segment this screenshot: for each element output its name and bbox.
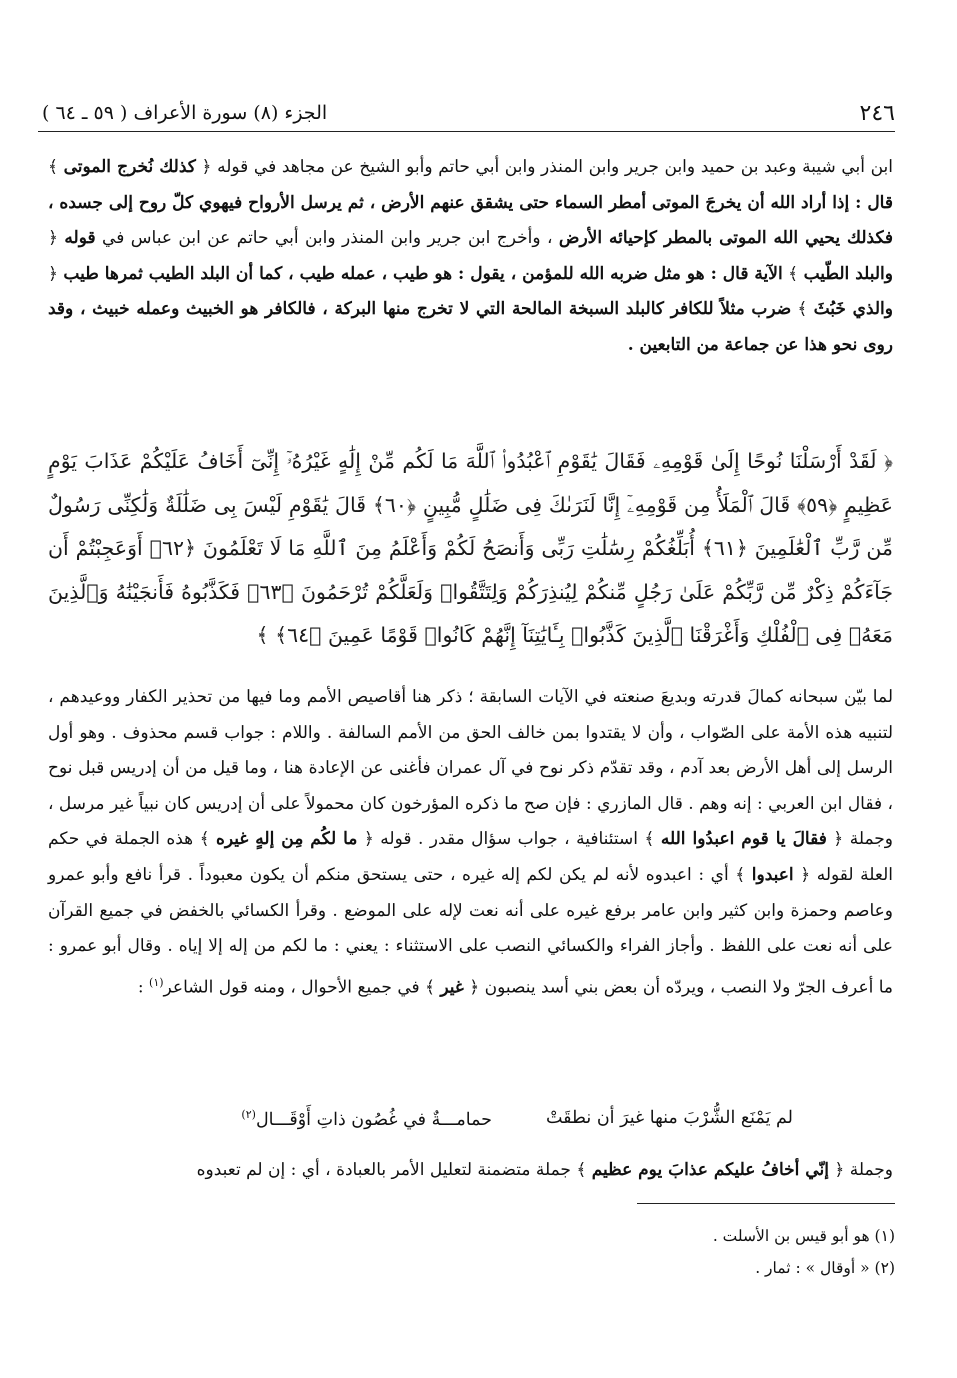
header-divider xyxy=(38,131,895,132)
page-number: ٢٤٦ xyxy=(859,100,895,126)
quran-text: ﴿ لَقَدْ أَرْسَلْنَا نُوحًا إِلَىٰ قَوْمِهِۦ فَقَالَ يَٰقَوْمِ ٱعْبُدُوا۟ ٱللَّهَ مَا لَكُم مِّنْ إِلَٰهٍ غَيْرُهُۥٓ إِنِّىٓ أَخَافُ عَلَيْكُمْ عَذَابَ يَوْمٍ عَظِيمٍ ﴿٥٩﴾ قَالَ ٱلْمَلَأُ مِن قَوْمِهِۦٓ إِنَّا لَنَرَىٰكَ فِى ضَلَٰلٍ مُّبِينٍ ﴿٦٠﴾ قَالَ يَٰقَوْمِ لَيْسَ بِى ضَلَٰلَةٌ وَلَٰكِنِّى رَسُولٌ مِّن رَّبِّ ٱلْعَٰلَمِينَ ﴿٦١﴾ أُبَلِّغُكُمْ رِسَٰلَٰتِ رَبِّى وَأَنصَحُ لَكُمْ وَأَعْلَمُ مِنَ ٱللَّهِ مَا لَا تَعْلَمُونَ ﴿٦٢﴾ أَوَعَجِبْتُمْ أَن جَآءَكُمْ ذِكْرٌ مِّن رَّبِّكُمْ عَلَىٰ رَجُلٍ مِّنكُمْ لِيُنذِرَكُمْ وَلِتَتَّقُوا۟ وَلَعَلَّكُمْ تُرْحَمُونَ ﴿٦٣﴾ فَكَذَّبُوهُ فَأَنجَيْنَٰهُ وَٱلَّذِينَ مَعَهُۥ فِى ٱلْفُلْكِ وَأَغْرَقْنَا ٱلَّذِينَ كَذَّبُوا۟ بِـَٔايَٰتِنَآ إِنَّهُمْ كَانُوا۟ قَوْمًا عَمِينَ ﴿٦٤﴾ ﴾ xyxy=(48,449,894,647)
bold-run: ما لكُم مِن إلهٍ غيره xyxy=(216,829,358,850)
bold-run: كذلك نُخرج الموتى xyxy=(63,157,196,177)
text-run: ﴾ xyxy=(48,157,64,177)
bold-run: اعبدوا xyxy=(751,864,794,885)
text-run: ﴿ xyxy=(48,263,64,284)
text-run: ابن أبي شيبة وعبد بن حميد وابن جرير وابن المنذر وابن أبي حاتم وأبو الشيخ عن مجاهد في قوله ﴿ xyxy=(195,157,893,177)
commentary-paragraph-2 xyxy=(48,680,893,1006)
bold-run: الآية قال : هو مثل ضربه الله للمؤمن ، يقول : هو طيب ، عمله طيب ، كما أن البلد الطيب ثمرها طيب xyxy=(63,263,783,284)
quran-verses-block xyxy=(48,440,893,658)
bold-run: إنّي أخافُ عليكم عذابَ يوم عظيم xyxy=(591,1160,829,1180)
bold-run: غير xyxy=(440,977,464,998)
bold-run: فقالَ يا قوم اعبدُوا الله xyxy=(660,829,827,850)
text-run: : xyxy=(137,977,150,998)
verse-hemistich-2: حمامـــةٌ في غُصُون ذاتِ أَوْقَـــال$^{(٢)}$ xyxy=(241,1108,492,1130)
footnote-divider xyxy=(637,1203,895,1204)
footnote-marker[interactable]: (٢) xyxy=(241,1108,256,1121)
text-run: ﴾ هذه الجملة في حكم العلة لقوله ﴿ xyxy=(48,829,894,885)
text-run: ﴾ xyxy=(791,299,814,319)
commentary-paragraph-1 xyxy=(48,150,893,363)
text-run: ﴾ xyxy=(782,263,804,284)
text-run: وجملة ﴿ xyxy=(828,1160,893,1180)
commentary-paragraph-3 xyxy=(48,1153,893,1187)
running-header xyxy=(42,98,895,128)
bold-run: قوله xyxy=(64,228,96,248)
bold-run: ضرب مثلاً للكافر كالبلد السبخة المالحة التي لا تخرج منها البركة ، فالكافر هو الخبيث وعمله خبيث ، وقد روى نحو هذا عن جماعة من التابعين . xyxy=(48,299,893,355)
text-run: ﴾ استئنافية ، جواب سؤال مقدر . قوله ﴿ xyxy=(357,829,661,850)
text-run: ﴿ xyxy=(48,228,65,248)
bold-run: قال : إذا أراد الله أن يخرجَ الموتى أمطر السماء حتى يشقق عنهم الأرض ، ثم يرسل الأرواح فيهوي كلّ روح إلى جسده ، فكذلك يحيي الله الموتى بالمطر كإحيائه الأرض xyxy=(48,192,893,248)
text-run: ﴾ في جميع الأحوال ، ومنه قول الشاعر xyxy=(163,977,441,998)
running-title: الجزء (٨) سورة الأعراف ( ٥٩ ـ ٦٤ ) xyxy=(42,102,328,124)
poetry-verse xyxy=(48,1108,893,1130)
text-run: لما بيّن سبحانه كمالَ قدرته وبديعَ صنعته في الآيات السابقة ؛ ذكر هنا أقاصيص الأمم وما فيها من تحذير الكفار ووعيدهم ، لتنبيه هذه الأمة على الصّواب ، وأن لا يقتدوا بمن خالف الحق من الأمم السالفة . واللام : جواب قسم محذوف . وهو أول الرسل إلى أهل الأرض بعد آدم ، وقد تقدّم ذكر نوح في آل عمران فأغنى عن الإعادة هنا ، وما قيل من أن إدريس قبل نوح ، فقال ابن العربي : إنه وهم . قال المازري : فإن صح ما ذكره المؤرخون كان محمولاً على أن إدريس كان نبياً غير مرسل ، وجملة ﴿ xyxy=(48,687,894,850)
verse-hemistich-1: لم يَمْنَع الشُّرْبَ منها غيرَ أن نطقَتْ xyxy=(546,1108,793,1128)
footnote-1: (١) هو أبو قيس بن الأسلت . xyxy=(712,1227,895,1245)
footnote-marker[interactable]: (١) xyxy=(149,975,164,989)
text-run: ﴾ أي : اعبدوه لأنه لم يكن لكم إله غيره ، حتى يستحق منكم أن يكون معبوداً . قرأ نافع وأبو عمرو وعاصم وحمزة وابن كثير وابن عامر برفع غيره على أنه نعت لإله على الموضع . وقرأ الكسائي بالخفض في جميع القرآن على أنه نعت على اللفظ . وأجاز الفراء والكسائي النصب على الاستثناء : يعني : ما لكم من إله إلا إياه . وقال أبو عمرو : ما أعرف الجرّ ولا النصب ، ويردّه أن بعض بني أسد ينصبون ﴿ xyxy=(48,864,893,998)
text-run: ﴾ جملة متضمنة لتعليل الأمر بالعبادة ، أي : إن لم تعبدوه xyxy=(196,1160,592,1180)
footnotes xyxy=(48,1220,895,1284)
bold-run: والبلد الطّيب xyxy=(803,263,893,284)
text-run: ، وأخرج ابن جرير وابن المنذر وابن أبي حاتم عن ابن عباس في xyxy=(95,228,559,248)
footnote-2: (٢) « أوقال » : ثمار . xyxy=(755,1259,895,1277)
bold-run: والذي خَبُثَ xyxy=(813,299,893,319)
